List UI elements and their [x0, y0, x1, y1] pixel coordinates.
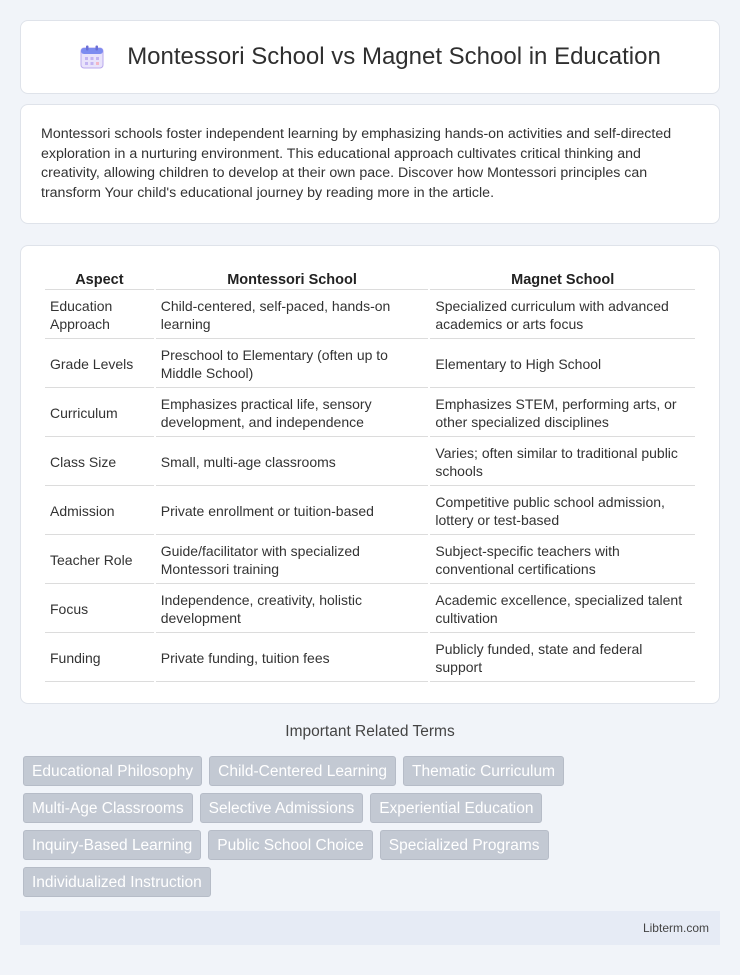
header-card [20, 20, 720, 94]
related-term-tag[interactable]: Child-Centered Learning [209, 756, 396, 786]
magnet-cell: Subject-specific teachers with conventional certifications [430, 537, 695, 584]
montessori-cell: Independence, creativity, holistic development [156, 586, 429, 633]
table-row [45, 635, 695, 682]
magnet-cell: Specialized curriculum with advanced academics or arts focus [430, 292, 695, 339]
related-term-tag[interactable]: Individualized Instruction [23, 867, 211, 897]
related-term-tag[interactable]: Experiential Education [370, 793, 542, 823]
table-row [45, 488, 695, 535]
calendar-icon [79, 44, 105, 70]
magnet-cell: Competitive public school admission, lottery or test-based [430, 488, 695, 535]
aspect-cell: Funding [45, 635, 154, 682]
intro-card [20, 104, 720, 224]
related-terms-title: Important Related Terms [285, 723, 455, 740]
table-row [45, 341, 695, 388]
table-row [45, 586, 695, 633]
intro-paragraph: Montessori schools foster independent learning by emphasizing hands-on activities and self-directed exploration in a nurturing environment. This educational approach cultivates critical thinking and creativity, allowing children to develop at their own pace. Discover how Montessori principles can transform Your child's educational journey by reading more in the article. [41, 126, 672, 201]
title-wrap [79, 43, 661, 71]
related-term-tag[interactable]: Educational Philosophy [23, 756, 202, 786]
aspect-cell: Curriculum [45, 390, 154, 437]
related-term-tag[interactable]: Inquiry-Based Learning [23, 830, 201, 860]
comparison-table [43, 264, 697, 684]
magnet-cell: Varies; often similar to traditional public schools [430, 439, 695, 486]
magnet-cell: Publicly funded, state and federal support [430, 635, 695, 682]
montessori-cell: Small, multi-age classrooms [156, 439, 429, 486]
table-row [45, 292, 695, 339]
montessori-cell: Private funding, tuition fees [156, 635, 429, 682]
footer-site-link[interactable]: Libterm.com [642, 921, 709, 935]
header-aspect: Aspect [45, 266, 154, 290]
aspect-cell: Class Size [45, 439, 154, 486]
aspect-cell: Education Approach [45, 292, 154, 339]
magnet-cell: Academic excellence, specialized talent cultivation [430, 586, 695, 633]
header-montessori: Montessori School [156, 266, 429, 290]
montessori-cell: Guide/facilitator with specialized Montessori training [156, 537, 429, 584]
related-term-tag[interactable]: Thematic Curriculum [403, 756, 564, 786]
aspect-cell: Focus [45, 586, 154, 633]
related-term-tag[interactable]: Specialized Programs [380, 830, 549, 860]
magnet-cell: Emphasizes STEM, performing arts, or other specialized disciplines [430, 390, 695, 437]
montessori-cell: Emphasizes practical life, sensory development, and independence [156, 390, 429, 437]
montessori-cell: Private enrollment or tuition-based [156, 488, 429, 535]
aspect-cell: Admission [45, 488, 154, 535]
related-terms-list [23, 756, 723, 897]
related-term-tag[interactable]: Multi-Age Classrooms [23, 793, 193, 823]
table-row [45, 537, 695, 584]
header-magnet: Magnet School [430, 266, 695, 290]
page-title: Montessori School vs Magnet School in Education [127, 43, 661, 70]
footer [20, 911, 720, 945]
aspect-cell: Grade Levels [45, 341, 154, 388]
aspect-cell: Teacher Role [45, 537, 154, 584]
related-term-tag[interactable]: Public School Choice [208, 830, 372, 860]
table-row [45, 390, 695, 437]
related-term-tag[interactable]: Selective Admissions [200, 793, 364, 823]
table-header-row [45, 266, 695, 290]
table-row [45, 439, 695, 486]
magnet-cell: Elementary to High School [430, 341, 695, 388]
montessori-cell: Preschool to Elementary (often up to Middle School) [156, 341, 429, 388]
montessori-cell: Child-centered, self-paced, hands-on learning [156, 292, 429, 339]
comparison-table-card [20, 245, 720, 704]
